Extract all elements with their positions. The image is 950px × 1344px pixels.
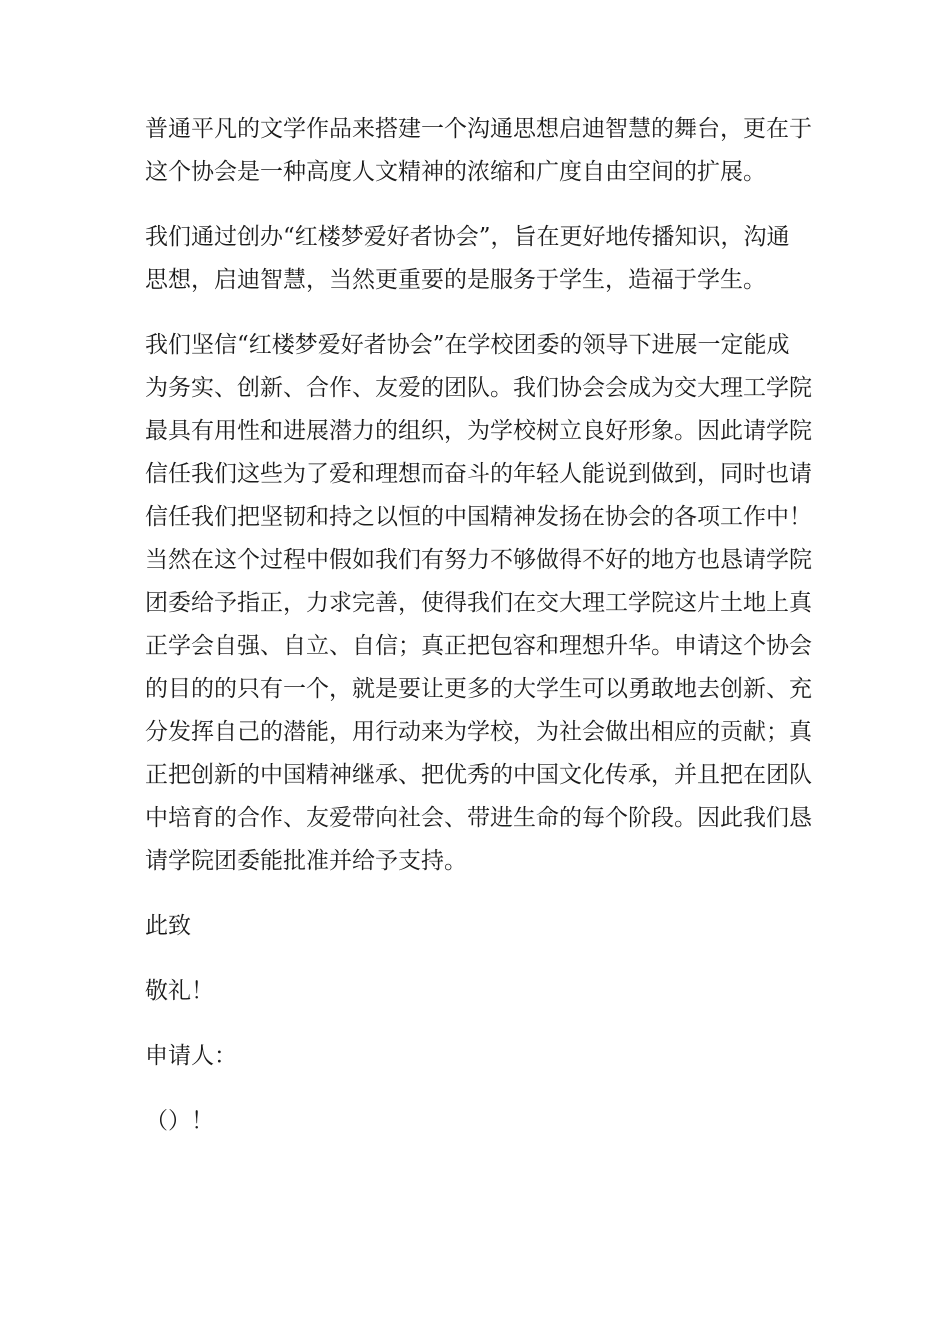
text-line: 我们坚信“红楼梦爱好者协会”在学校团委的领导下进展一定能成 [145, 332, 790, 358]
text-line: 最具有用性和进展潜力的组织，为学校树立良好形象。因此请学院 [145, 418, 812, 444]
signature-placeholder: （）！ [145, 1108, 214, 1134]
text-line: 这个协会是一种高度人文精神的浓缩和广度自由空间的扩展。 [145, 159, 766, 185]
text-line: 分发挥自己的潜能，用行动来为学校，为社会做出相应的贡献；真 [145, 719, 812, 745]
text-line: 正学会自强、自立、自信；真正把包容和理想升华。申请这个协会 [145, 633, 812, 659]
text-line: 信任我们把坚韧和持之以恒的中国精神发扬在协会的各项工作中！ [145, 504, 812, 530]
paragraph-2 [145, 216, 805, 302]
text-line: 普通平凡的文学作品来搭建一个沟通思想启迪智慧的舞台，更在于 [145, 116, 812, 142]
applicant [145, 1035, 805, 1078]
salute [145, 970, 805, 1013]
text-line: 的目的的只有一个，就是要让更多的大学生可以勇敢地去创新、充 [145, 676, 812, 702]
salute-text: 敬礼！ [145, 978, 214, 1004]
signature [145, 1100, 805, 1143]
text-line: 为务实、创新、合作、友爱的团队。我们协会会成为交大理工学院 [145, 375, 812, 401]
closing-text: 此致 [145, 913, 191, 939]
text-line: 当然在这个过程中假如我们有努力不够做得不好的地方也恳请学院 [145, 547, 812, 573]
text-line: 中培育的合作、友爱带向社会、带进生命的每个阶段。因此我们恳 [145, 805, 812, 831]
text-line: 思想，启迪智慧，当然更重要的是服务于学生，造福于学生。 [145, 267, 766, 293]
applicant-label: 申请人： [145, 1043, 237, 1069]
closing [145, 905, 805, 948]
text-line: 信任我们这些为了爱和理想而奋斗的年轻人能说到做到，同时也请 [145, 461, 812, 487]
text-line: 我们通过创办“红楼梦爱好者协会”，旨在更好地传播知识，沟通 [145, 224, 790, 250]
text-line: 团委给予指正，力求完善，使得我们在交大理工学院这片土地上真 [145, 590, 812, 616]
document-page [145, 108, 812, 1143]
text-line: 请学院团委能批准并给予支持。 [145, 848, 467, 874]
paragraph-1 [145, 108, 812, 194]
text-line: 正把创新的中国精神继承、把优秀的中国文化传承，并且把在团队 [145, 762, 812, 788]
paragraph-3 [145, 324, 812, 883]
